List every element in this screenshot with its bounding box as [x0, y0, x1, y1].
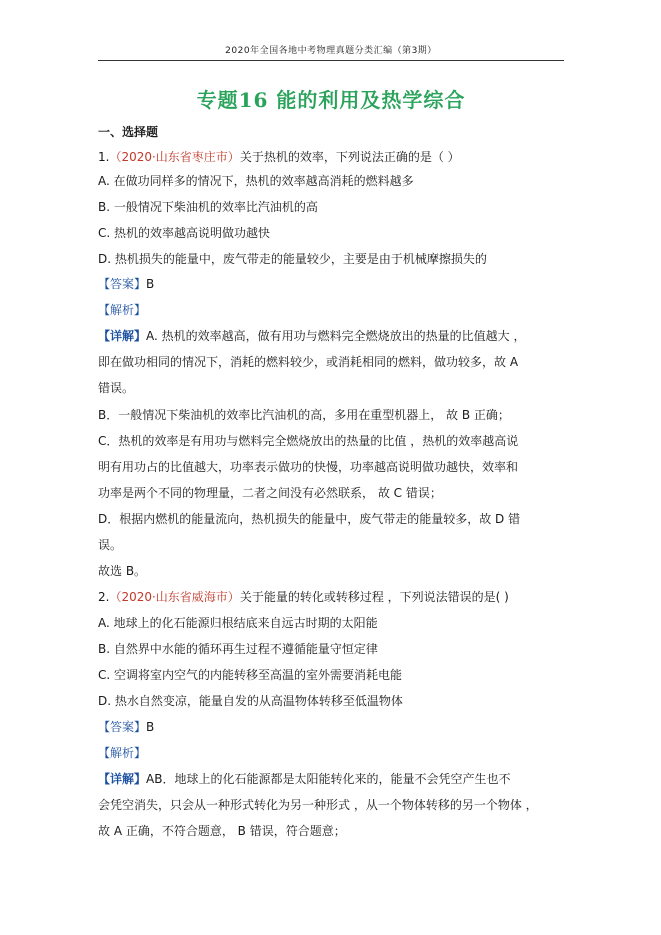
answer-line: [98, 719, 154, 735]
detail-text: AB．地球上的化石能源都是太阳能转化来的，能量不会凭空产生也不: [146, 772, 511, 786]
question-1-stem: [98, 149, 460, 165]
question-2-stem: [98, 589, 509, 605]
question-text: 关于能量的转化或转移过程 ，下列说法错误的是( ): [239, 590, 509, 604]
detail-tag: 【详解】: [98, 329, 147, 343]
analysis-tag: 【解析】: [98, 303, 147, 317]
section-heading: 一、选择题: [98, 125, 159, 139]
option-c: C. 热机的效率越高说明做功越快: [98, 226, 271, 240]
header-rule: [98, 60, 564, 61]
page-title: 专题16 能的利用及热学综合: [196, 88, 466, 112]
option-a: A. 地球上的化石能源归根结底来自远古时期的太阳能: [98, 616, 378, 630]
detail-line: 明有用功占的比值越大，功率表示做功的快慢，功率越高说明做功越快，效率和: [98, 460, 519, 474]
answer-tag: 【答案】: [98, 720, 147, 734]
detail-line: 错误。: [98, 381, 135, 395]
question-number: 1.: [98, 150, 110, 164]
answer-line: [98, 276, 154, 292]
question-text: 关于热机的效率，下列说法正确的是（ ）: [239, 150, 460, 164]
answer-value: B: [146, 277, 155, 291]
detail-line: [98, 328, 525, 344]
option-b: B. 一般情况下柴油机的效率比汽油机的高: [98, 200, 318, 214]
answer-value: B: [146, 720, 155, 734]
option-c: C. 空调将室内空气的内能转移至高温的室外需要消耗电能: [98, 668, 403, 682]
detail-line: D．根据内燃机的能量流向，热机损失的能量中，废气带走的能量较多，故 D 错: [98, 512, 521, 526]
question-source: （2020·山东省枣庄市）: [109, 150, 240, 164]
detail-line: C．热机的效率是有用功与燃料完全燃烧放出的热量的比值 ，热机的效率越高说: [98, 434, 519, 448]
question-number: 2.: [98, 590, 110, 604]
option-d: D. 热水自然变凉，能量自发的从高温物体转移至低温物体: [98, 694, 403, 708]
detail-line: 故 A 正确，不符合题意， B 错误，符合题意；: [98, 824, 346, 838]
question-source: （2020·山东省威海市）: [109, 590, 240, 604]
answer-tag: 【答案】: [98, 277, 147, 291]
option-a: A. 在做功同样多的情况下，热机的效率越高消耗的燃料越多: [98, 174, 414, 188]
detail-line: 会凭空消失，只会从一种形式转化为另一种形式 ，从一个物体转移的另一个物体 ，: [98, 798, 538, 812]
analysis-tag: 【解析】: [98, 746, 147, 760]
detail-line: 即在做功相同的情况下，消耗的燃料较少，或消耗相同的燃料，做功较多，故 A: [98, 355, 519, 369]
detail-tag: 【详解】: [98, 772, 147, 786]
option-b: B. 自然界中水能的循环再生过程不遵循能量守恒定律: [98, 642, 378, 656]
detail-text: A. 热机的效率越高，做有用功与燃料完全燃烧放出的热量的比值越大 ，: [146, 329, 526, 343]
detail-line: 故选 B。: [98, 564, 147, 578]
detail-line: [98, 771, 510, 787]
detail-line: B．一般情况下柴油机的效率比汽油机的高，多用在重型机器上， 故 B 正确；: [98, 408, 510, 422]
running-header: 2020年全国各地中考物理真题分类汇编（第3期）: [225, 46, 437, 56]
detail-line: 功率是两个不同的物理量，二者之间没有必然联系， 故 C 错误；: [98, 486, 442, 500]
detail-line: 误。: [98, 538, 123, 552]
option-d: D. 热机损失的能量中，废气带走的能量较少，主要是由于机械摩擦损失的: [98, 252, 487, 266]
